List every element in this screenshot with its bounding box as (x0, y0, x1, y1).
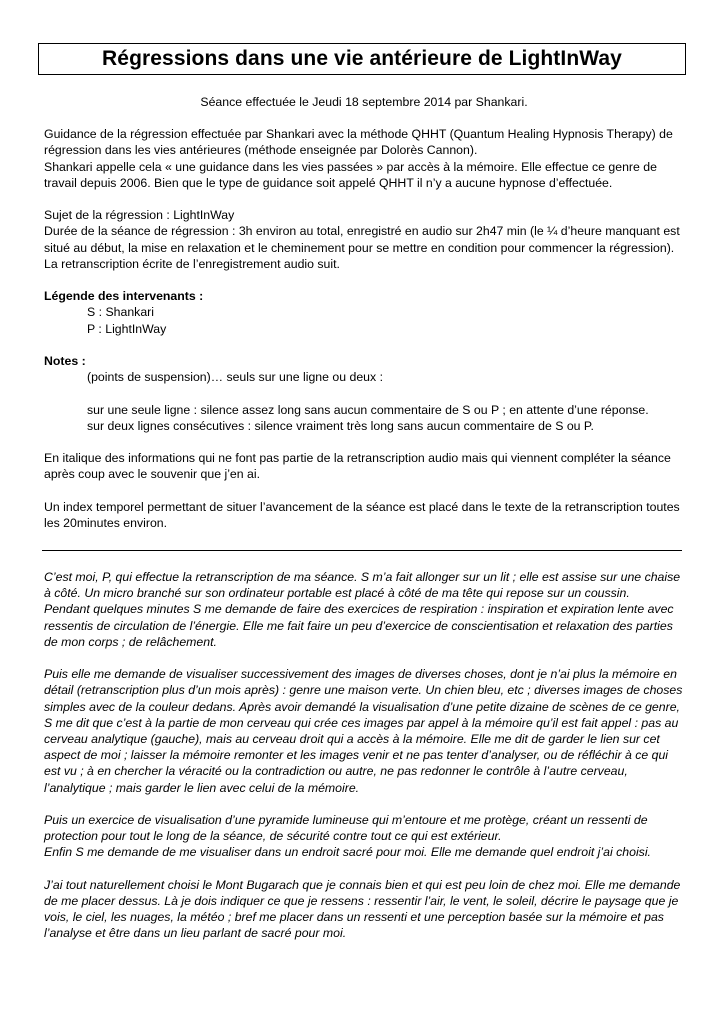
index-note: Un index temporel permettant de situer l’avancement de la séance est placé dans le texte de la retranscription toutes les 20minutes environ. (44, 499, 680, 530)
notes-heading: Notes : (44, 354, 86, 368)
narrative-paragraph: Puis un exercice de visualisation d’une pyramide lumineuse qui m’entoure et me protège, créant un ressenti de protection pour tout le long de la séance, de sécurité contre tout ce qui est extérieur. (44, 813, 648, 844)
italic-note: En italique des informations qui ne font pas partie de la retranscription audio mais qui viennent compléter la séance après coup avec le souvenir que j’en ai. (44, 451, 671, 482)
notes-line: sur une seule ligne : silence assez long sans aucun commentaire de S ou P ; en attente d’une réponse. (87, 402, 649, 417)
notes-line: sur deux lignes consécutives : silence vraiment très long sans aucun commentaire de S ou P. (87, 418, 594, 433)
narrative-paragraph: C’est moi, P, qui effectue la retranscription de ma séance. S m’a fait allonger sur un lit ; elle est assise sur une chaise à côté. Un micro branché sur son ordinateur portable est placé à côté de ma tête qui repose sur un coussin. (44, 570, 681, 601)
legend-item: P : LightInWay (87, 321, 167, 336)
transcript-follows-line: La retranscription écrite de l’enregistrement audio suit. (44, 256, 340, 271)
narrative-paragraph: Enfin S me demande de me visualiser dans un endroit sacré pour moi. Elle me demande quel endroit j’ai choisi. (44, 845, 651, 860)
intro-paragraph-1: Guidance de la régression effectuée par Shankari avec la méthode QHHT (Quantum Healing Hypnosis Therapy) de régression dans les vies antérieures (méthode enseignée par Dolorès Cannon). (44, 127, 673, 158)
title-box (38, 43, 686, 75)
narrative-paragraph: J’ai tout naturellement choisi le Mont Bugarach que je connais bien et qui est peu loin de chez moi. Elle me demande de me placer dessus. Là je dois indiquer ce que je ressens : ressentir l’air, le vent, le soleil, décrire le paysage que je vois, le ciel, les nuages, la météo ; bref me placer dans un ressenti et une perception basée sur la mémoire et pas l’analyse et être dans un lieu parlant de sacré pour moi. (44, 877, 681, 941)
legend-item: S : Shankari (87, 305, 154, 320)
narrative-paragraph: Puis elle me demande de visualiser successivement des images de diverses choses, dont je n’ai plus la mémoire en détail (retranscription plus d’un mois après) : genre une maison verte. Un chien bleu, etc ; diverses images de choses simples avec de la couleur dedans. Après avoir demandé la visualisation d’une petite dizaine de scènes de ce genre, S me dit que c’est à la partie de mon cerveau qui crée ces images par appel à la mémoire qu’il est fait appel : pas au cerveau analytique (gauche), mais au cerveau droit qui a accès à la mémoire. Elle me dit de garder le lien sur cet aspect de moi ; laisser la mémoire remonter et les images venir et ne pas tenter d’analyser, ou de réfléchir à ce qui est vu ; à en chercher la véracité ou la contradiction ou autre, ne pas redonner le contrôle à l’autre cerveau, l’analytique ; mais garder le lien avec celui de la mémoire. (44, 667, 683, 795)
header-info (44, 94, 684, 531)
legend-heading: Légende des intervenants : (44, 289, 204, 304)
narrative-paragraph: Pendant quelques minutes S me demande de faire des exercices de respiration : inspiration et expiration lente avec ressentis de circulation de l’énergie. Elle me fait faire un peu d’exercice de conscientisation et relaxation des parties de mon corps ; de relâchement. (44, 602, 674, 649)
section-divider (42, 550, 682, 551)
intro-paragraph-2: Shankari appelle cela « une guidance dans les vies passées » par accès à la mémoire. Elle effectue ce genre de travail depuis 2006. Bien que le type de guidance soit appelé QHHT il n’y a aucune hypnose d’effectuée. (44, 159, 657, 190)
page-title: Régressions dans une vie antérieure de LightInWay (102, 47, 622, 70)
subject-line: Sujet de la régression : LightInWay (44, 208, 235, 223)
notes-line: (points de suspension)… seuls sur une ligne ou deux : (87, 370, 383, 385)
duration-line: Durée de la séance de régression : 3h environ au total, enregistré en audio sur 2h47 min (le ¼ d’heure manquant est situé au début, la mise en relaxation et le cheminement pour se mettre en condition pour commencer la régression). (44, 224, 680, 255)
narrative-section (44, 569, 684, 942)
session-line: Séance effectuée le Jeudi 18 septembre 2014 par Shankari. (200, 95, 528, 109)
